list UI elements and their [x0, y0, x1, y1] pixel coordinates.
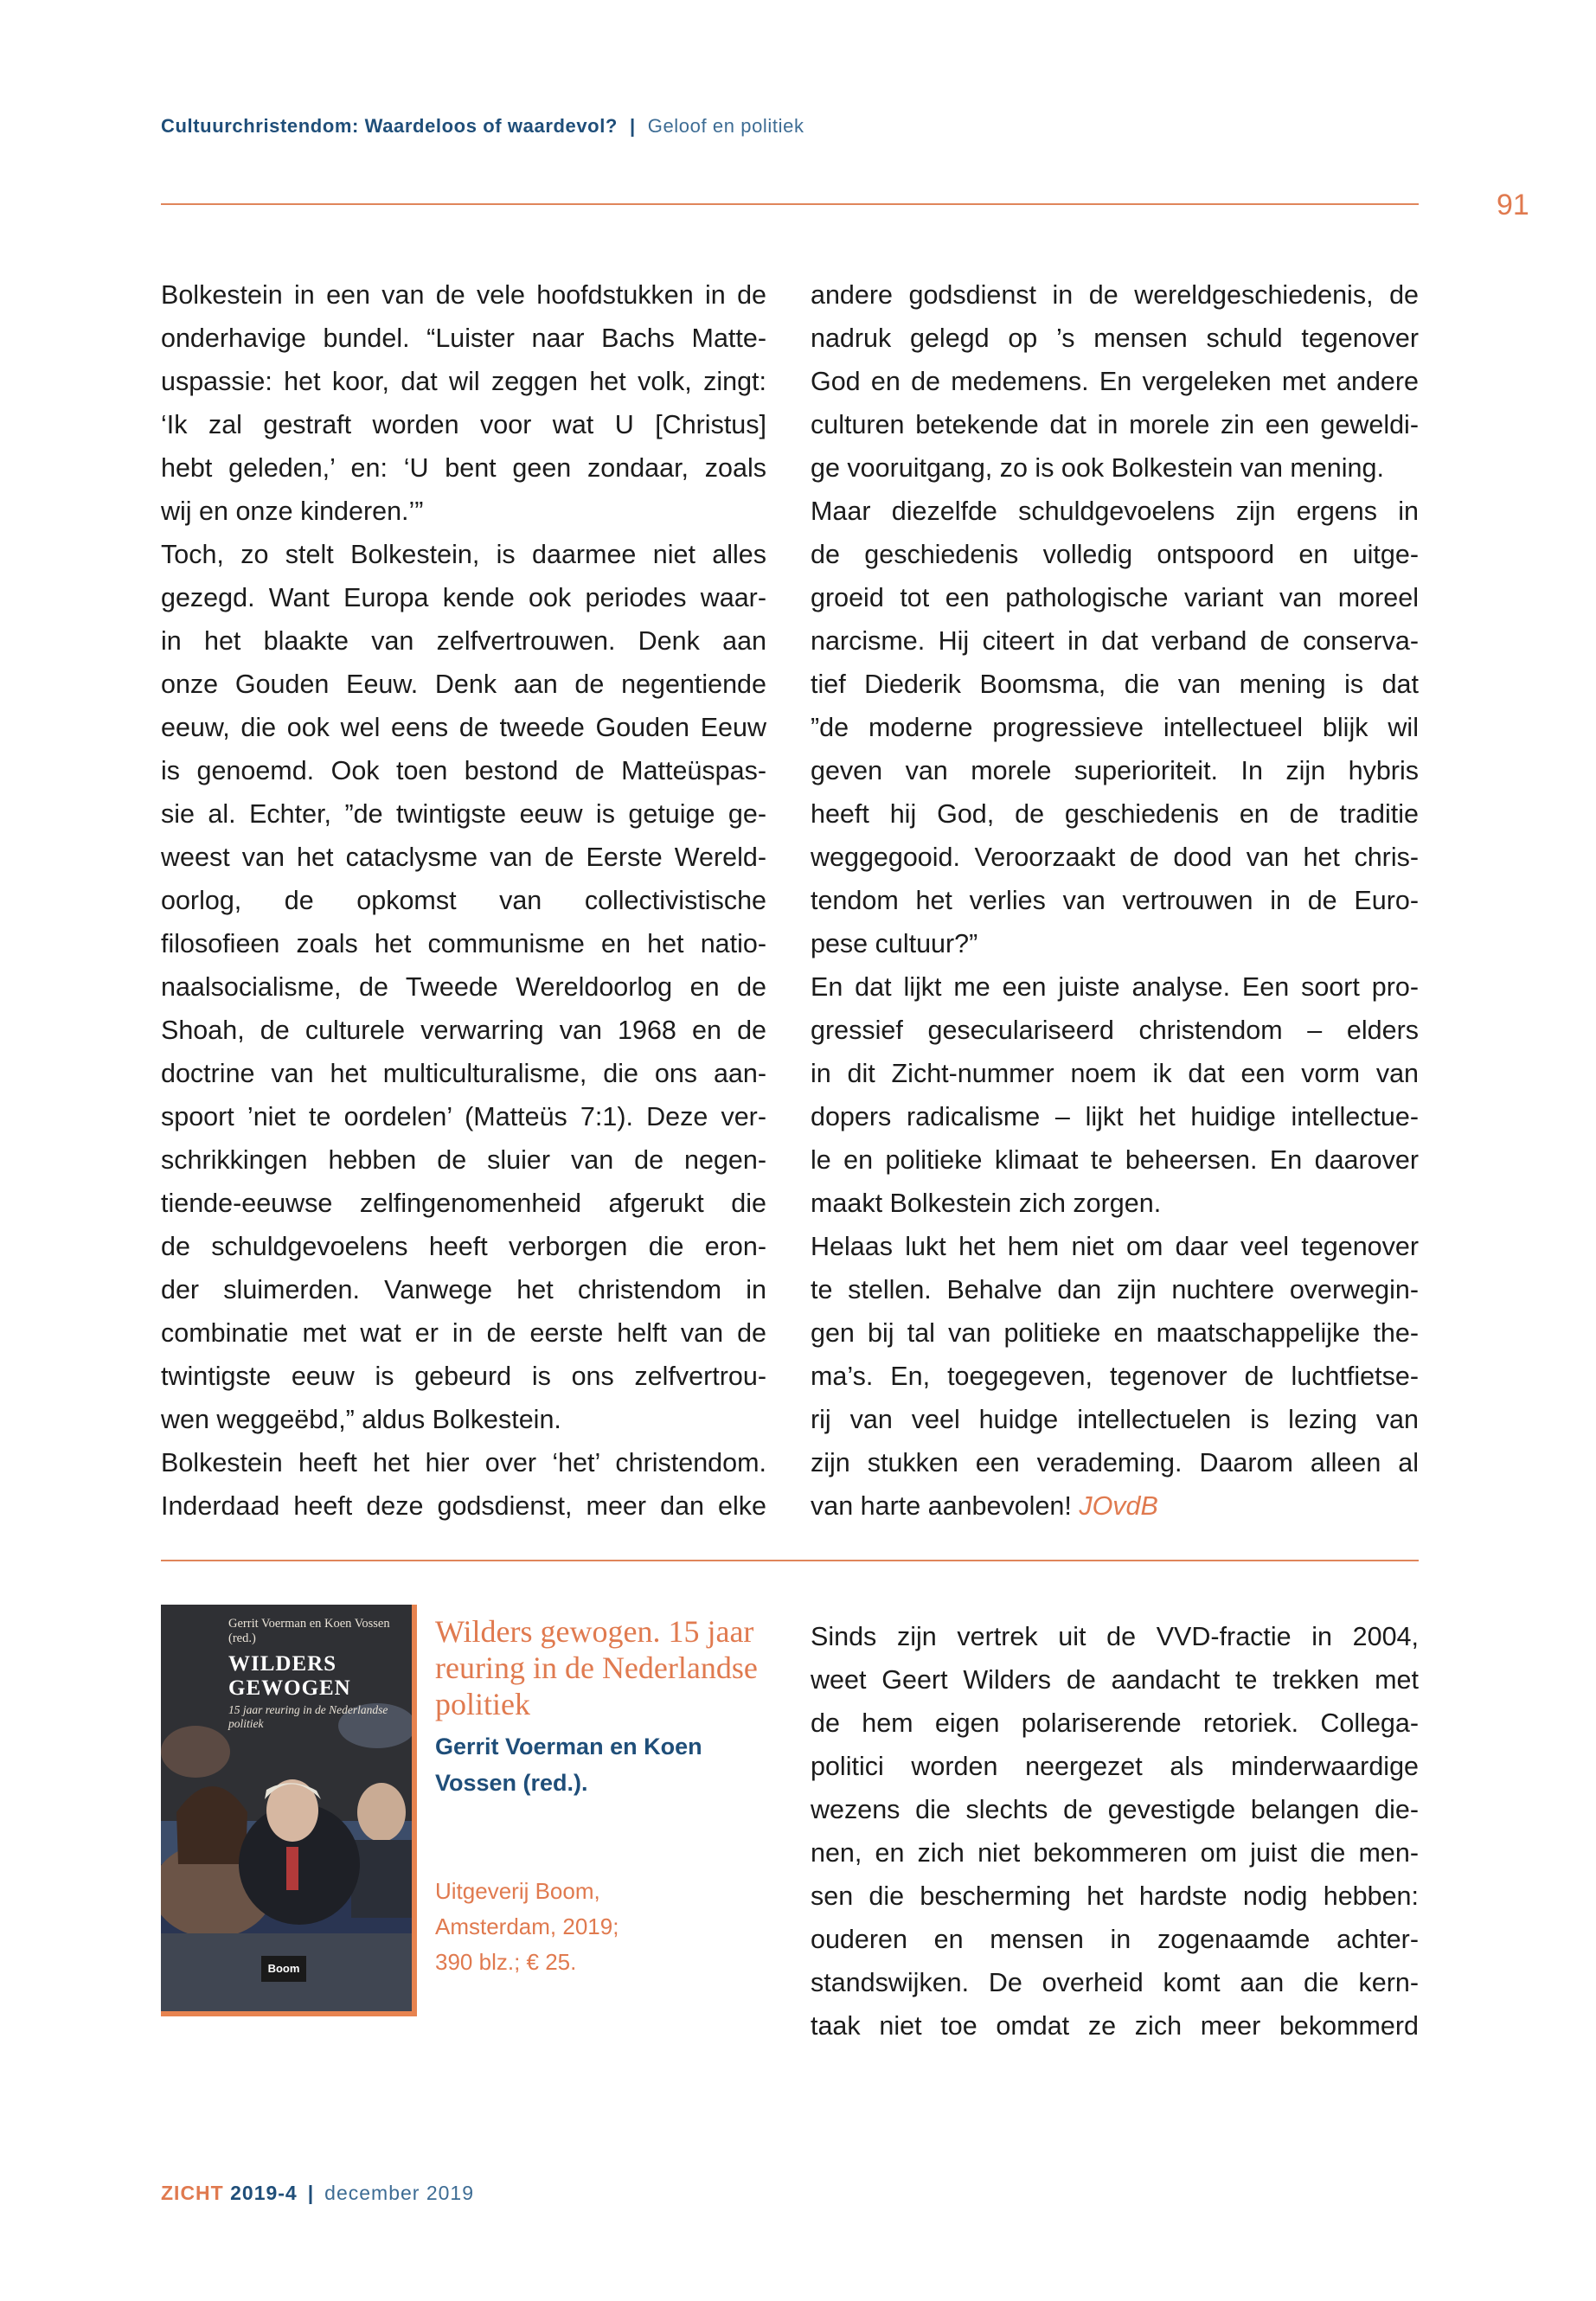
- text-line: onze Gouden Eeuw. Denk aan de negentiende: [161, 670, 766, 699]
- footer-issue: 2019-4: [230, 2182, 298, 2204]
- closing-line: [811, 1484, 1419, 1528]
- text-line: politici worden neergezet als minderwaardige: [811, 1752, 1419, 1781]
- text-line: schrikkingen hebben de sluier van de negen-: [161, 1145, 766, 1175]
- text-line: tendom het verlies van vertrouwen in de Euro-: [811, 886, 1419, 915]
- text-line: Shoah, de culturele verwarring van 1968 en de: [161, 1016, 766, 1045]
- text-line: groeid tot een pathologische variant van moreel: [811, 583, 1419, 612]
- running-header: [161, 115, 804, 138]
- publication-line: Amsterdam, 2019;: [435, 1913, 619, 1939]
- cover-title-line1: WILDERS: [228, 1652, 337, 1676]
- book-publication-info: [435, 1874, 764, 1980]
- header-section: Geloof en politiek: [647, 115, 804, 137]
- reviewer-signature: JOvdB: [1079, 1491, 1158, 1521]
- text-line: nen, en zich niet bekommeren om juist die men-: [811, 1838, 1419, 1868]
- text-line: wij en onze kinderen.’”: [161, 497, 424, 526]
- text-line: de geschiedenis volledig ontspoord en uitge-: [811, 540, 1419, 569]
- text-line: standswijken. De overheid komt aan die kern-: [811, 1968, 1419, 1997]
- cover-title: [228, 1652, 401, 1701]
- text-line: En dat lijkt me een juiste analyse. Een soort pro-: [811, 972, 1419, 1002]
- text-line: weest van het cataclysme van de Eerste Wereld-: [161, 843, 766, 872]
- text-line: nadruk gelegd op ’s mensen schuld tegenover: [811, 324, 1419, 353]
- text-line: dopers radicalisme – lijkt het huidige intellectue-: [811, 1102, 1419, 1131]
- text-line: twintigste eeuw is gebeurd is ons zelfvertrou-: [161, 1362, 766, 1391]
- text-line: Helaas lukt het hem niet om daar veel tegenover: [811, 1232, 1419, 1261]
- text-line: oorlog, de opkomst van collectivistische: [161, 886, 766, 915]
- text-line: naalsocialisme, de Tweede Wereldoorlog en de: [161, 972, 766, 1002]
- text-line: de schuldgevoelens heeft verborgen die eron-: [161, 1232, 766, 1261]
- text-line: heeft hij God, de geschiedenis en de traditie: [811, 799, 1419, 829]
- text-line: pese cultuur?”: [811, 929, 978, 958]
- text-line: weggegooid. Veroorzaakt de dood van het chris-: [811, 843, 1419, 872]
- review-column-right: [811, 273, 1419, 1528]
- cover-title-line2: GEWOGEN: [228, 1676, 351, 1700]
- section-divider-rule: [161, 1560, 1419, 1561]
- text-line: ge vooruitgang, zo is ook Bolkestein van mening.: [811, 453, 1384, 483]
- text-line: hebt geleden,’ en: ‘U bent geen zondaar, zoals: [161, 453, 766, 483]
- cover-editors: Gerrit Voerman en Koen Vossen (red.): [228, 1617, 390, 1645]
- text-line: wen weggeëbd,” aldus Bolkestein.: [161, 1405, 561, 1434]
- text-line: weet Geert Wilders de aandacht te trekken met: [811, 1665, 1419, 1695]
- header-title: Cultuurchristendom: Waardeloos of waardevol?: [161, 115, 618, 137]
- text-line: ouderen en mensen in zogenaamde achter-: [811, 1925, 1419, 1954]
- text-line: ma’s. En, toegegeven, tegenover de luchtfietse-: [811, 1362, 1419, 1391]
- text-line: is genoemd. Ook toen bestond de Matteüspas-: [161, 756, 766, 785]
- page-footer: [161, 2182, 474, 2205]
- cover-subtitle: 15 jaar reuring in de Nederlandse politiek: [228, 1703, 388, 1730]
- text-line: Sinds zijn vertrek uit de VVD-fractie in 2004,: [811, 1622, 1419, 1651]
- text-line: narcisme. Hij citeert in dat verband de conserva-: [811, 626, 1419, 656]
- closing-text: van harte aanbevolen!: [811, 1491, 1080, 1521]
- text-line: andere godsdienst in de wereldgeschiedenis, de: [811, 280, 1419, 310]
- text-line: Inderdaad heeft deze godsdienst, meer dan elke: [161, 1491, 766, 1521]
- text-line: geven van morele superioriteit. In zijn hybris: [811, 756, 1419, 785]
- text-line: in het blaakte van zelfvertrouwen. Denk aan: [161, 626, 766, 656]
- text-line: doctrine van het multiculturalisme, die ons aan-: [161, 1059, 766, 1088]
- text-line: onderhavige bundel. “Luister naar Bachs Matte-: [161, 324, 766, 353]
- text-line: ”de moderne progressieve intellectueel blijk wil: [811, 713, 1419, 742]
- text-line: der sluimerden. Vanwege het christendom in: [161, 1275, 766, 1304]
- text-line: Bolkestein heeft het hier over ‘het’ christendom.: [161, 1448, 766, 1477]
- text-line: Maar diezelfde schuldgevoelens zijn ergens in: [811, 497, 1419, 526]
- text-line: uspassie: het koor, dat wil zeggen het volk, zingt:: [161, 367, 766, 396]
- publisher-logo: Boom: [261, 1956, 306, 1982]
- page-number: 91: [1497, 189, 1529, 221]
- text-line: sen die bescherming het hardste nodig hebben:: [811, 1881, 1419, 1911]
- book-authors: Gerrit Voerman en Koen Vossen (red.).: [435, 1734, 702, 1796]
- text-line: God en de medemens. En vergeleken met andere: [811, 367, 1419, 396]
- text-line: gen bij tal van politieke en maatschappelijke the-: [811, 1318, 1419, 1348]
- text-line: wezens die slechts de gevestigde belangen die-: [811, 1795, 1419, 1824]
- publication-line: 390 blz.; € 25.: [435, 1949, 577, 1975]
- review-column-left: [161, 273, 766, 1528]
- text-line: culturen betekende dat in morele zin een geweldi-: [811, 410, 1419, 439]
- header-separator: |: [629, 115, 636, 137]
- book-title: Wilders gewogen. 15 jaar reuring in de Nederlandse politiek: [435, 1614, 758, 1721]
- text-line: gezegd. Want Europa kende ook periodes waar-: [161, 583, 766, 612]
- text-line: spoort ’niet te oordelen’ (Matteüs 7:1). Deze ver-: [161, 1102, 766, 1131]
- text-line: tiende-eeuwse zelfingenomenheid afgerukt die: [161, 1189, 766, 1218]
- footer-date: december 2019: [324, 2182, 475, 2204]
- text-line: tief Diederik Boomsma, die van mening is dat: [811, 670, 1419, 699]
- text-line: zijn stukken een verademing. Daarom alleen al: [811, 1448, 1419, 1477]
- text-line: Toch, zo stelt Bolkestein, is daarmee niet alles: [161, 540, 766, 569]
- footer-magazine: ZICHT: [161, 2182, 224, 2204]
- text-line: rij van veel huidge intellectuelen is lezing van: [811, 1405, 1419, 1434]
- text-line: de hem eigen polariserende retoriek. Collega-: [811, 1708, 1419, 1738]
- publication-line: Uitgeverij Boom,: [435, 1878, 600, 1904]
- text-line: gressief geseculariseerd christendom – elders: [811, 1016, 1419, 1045]
- review-wilders-text: [811, 1615, 1419, 2048]
- text-line: sie al. Echter, ”de twintigste eeuw is getuige ge-: [161, 799, 766, 829]
- text-line: ‘Ik zal gestraft worden voor wat U [Christus]: [161, 410, 766, 439]
- text-line: Bolkestein in een van de vele hoofdstukken in de: [161, 280, 766, 310]
- book-cover-image: [161, 1605, 417, 2016]
- text-line: in dit Zicht-nummer noem ik dat een vorm van: [811, 1059, 1419, 1088]
- text-line: filosofieen zoals het communisme en het natio-: [161, 929, 766, 958]
- footer-separator: |: [307, 2182, 315, 2204]
- header-rule: [161, 203, 1419, 205]
- text-line: maakt Bolkestein zich zorgen.: [811, 1189, 1162, 1218]
- text-line: taak niet toe omdat ze zich meer bekommerd: [811, 2011, 1419, 2041]
- text-line: combinatie met wat er in de eerste helft van de: [161, 1318, 766, 1348]
- text-line: te stellen. Behalve dan zijn nuchtere overwegin-: [811, 1275, 1419, 1304]
- text-line: eeuw, die ook wel eens de tweede Gouden Eeuw: [161, 713, 766, 742]
- text-line: le en politieke klimaat te beheersen. En daarover: [811, 1145, 1419, 1175]
